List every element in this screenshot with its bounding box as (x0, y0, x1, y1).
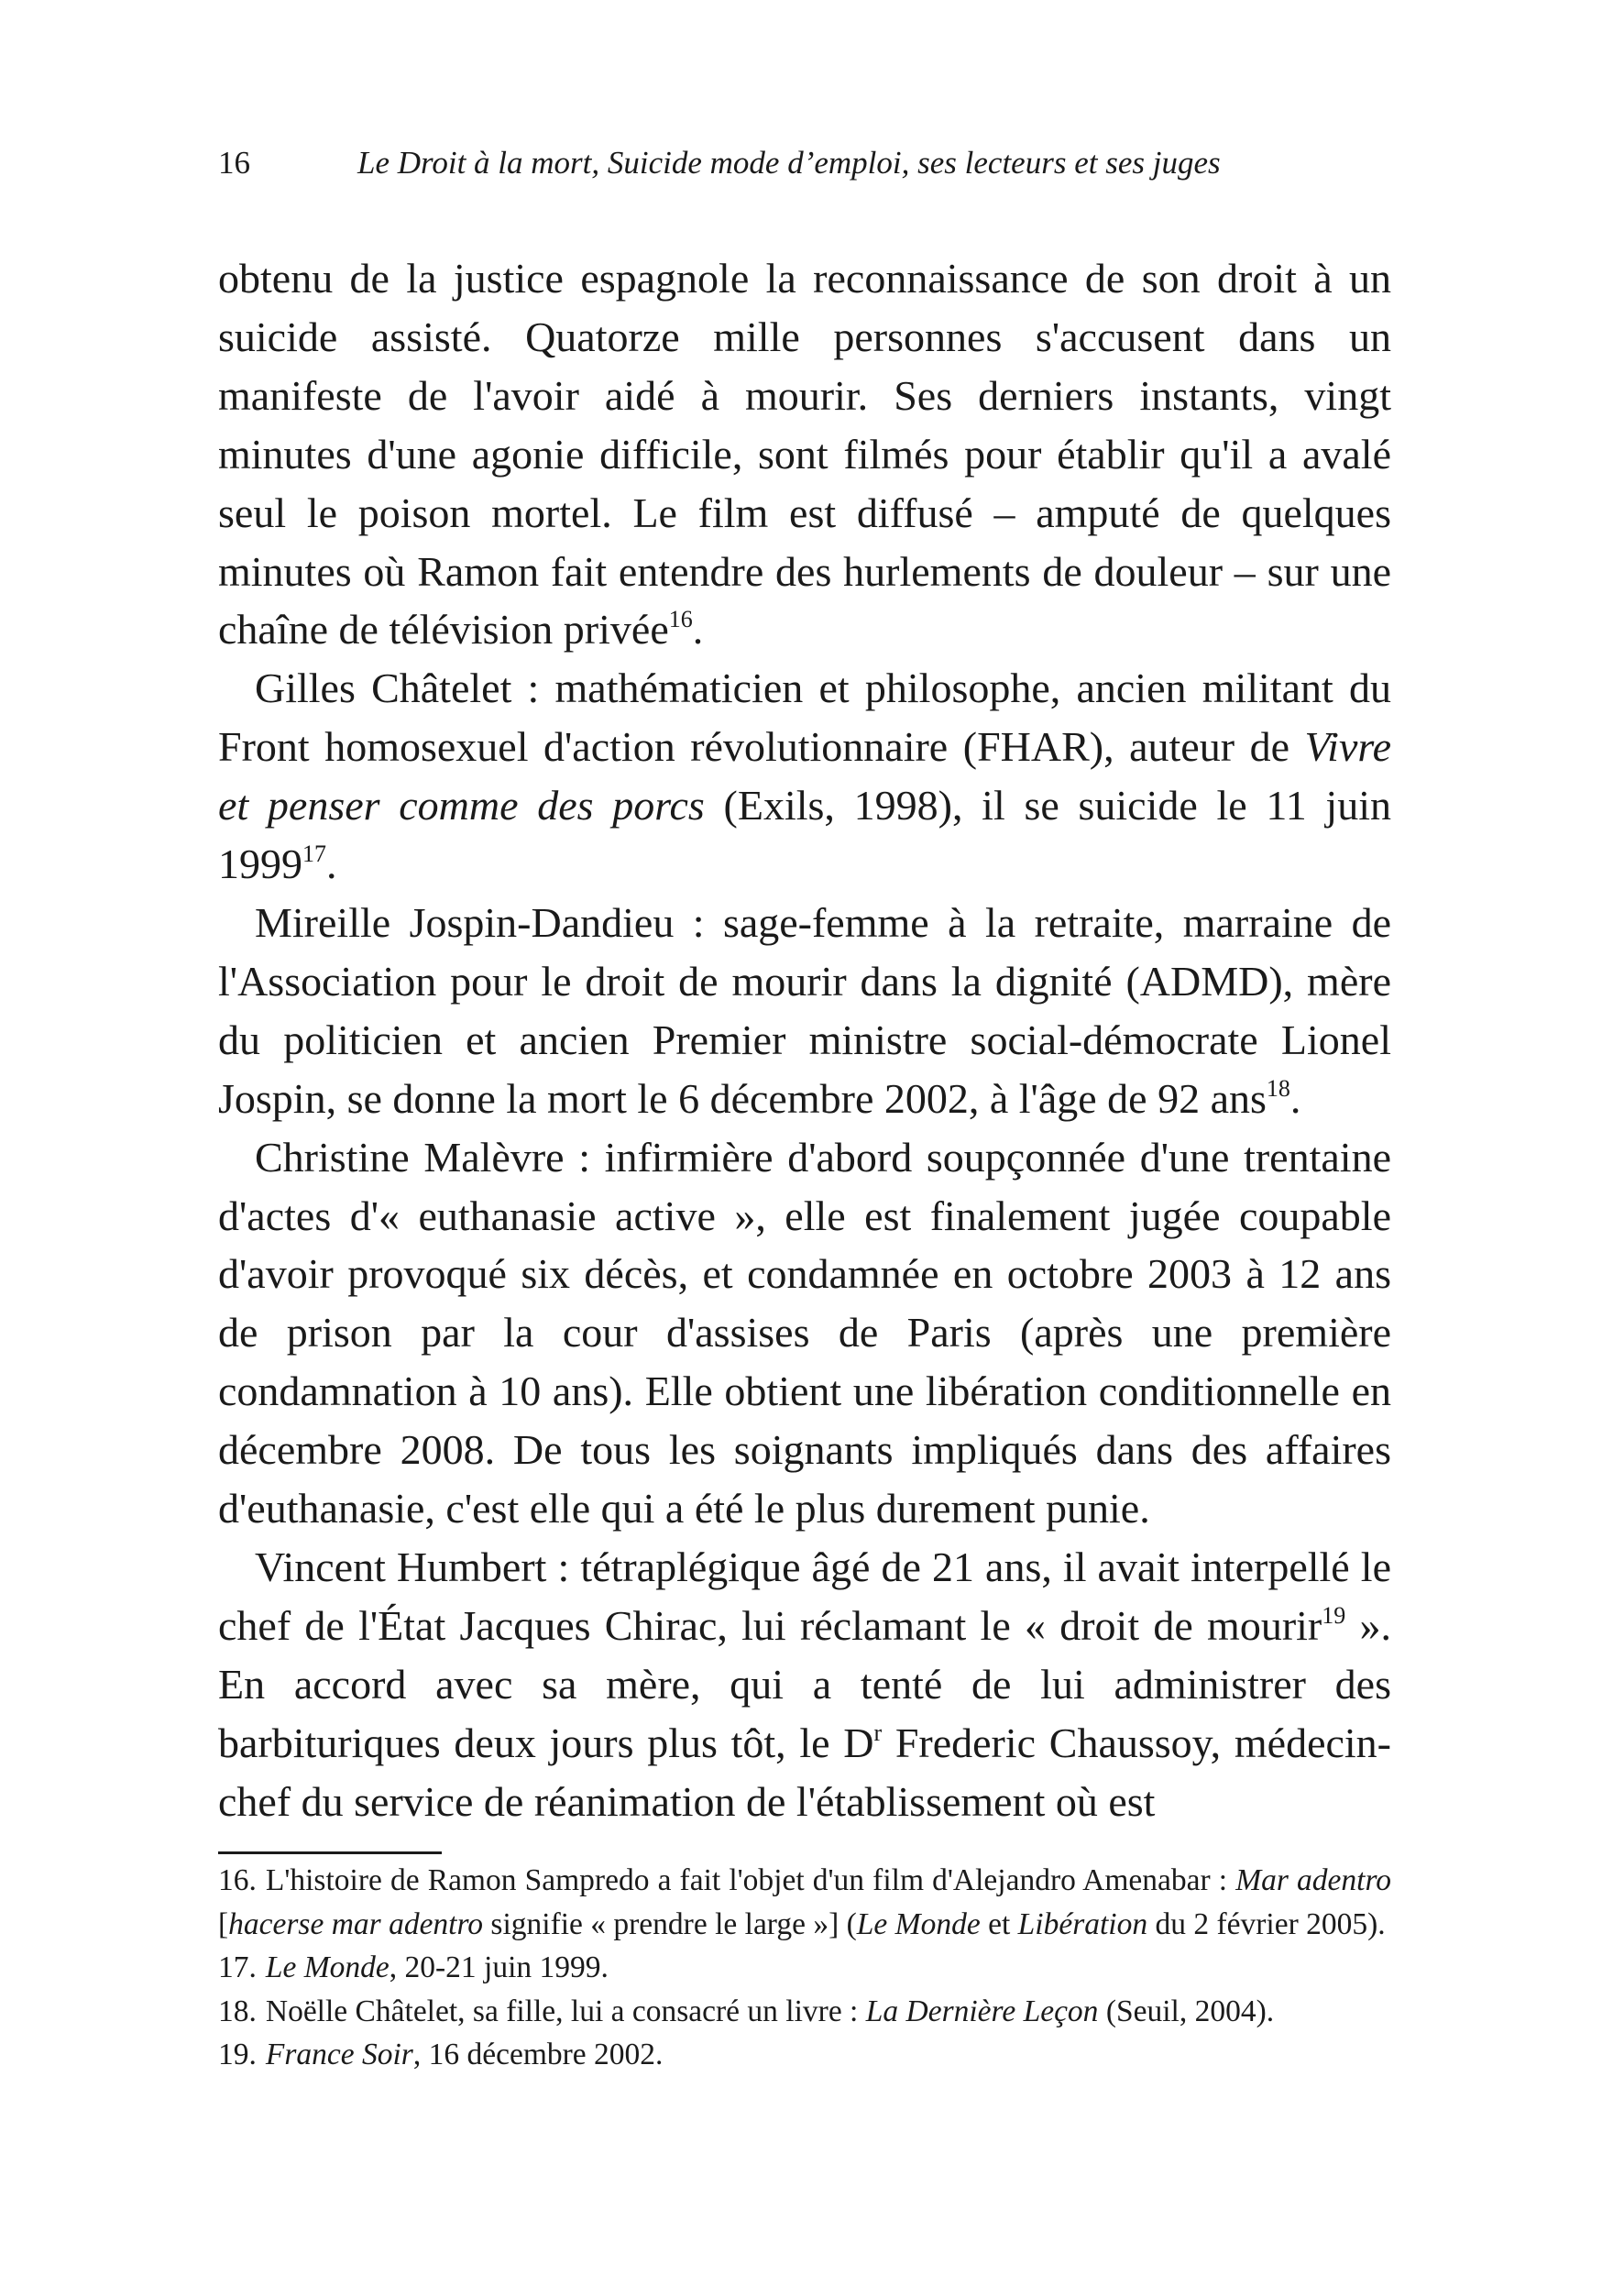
footnote-17 (218, 1946, 1391, 1990)
footnote-19 (218, 2033, 1391, 2077)
paragraph-text: Christine Malèvre : infirmière d'abord soupçonnée d'une trentaine d'actes d'« euthanasie active », elle est finalement jugée coupable d'avoir provoqué six décès, et condamnée en octobre 2003 à 12 ans de prison par la cour d'assises de Paris (après une première condamnation à 10 ans). Elle obtient une libération conditionnelle en décembre 2008. De tous les soignants impliqués dans des affaires d'euthanasie, c'est elle qui a été le plus durement punie. (218, 1133, 1391, 1532)
paragraph-mireille-jospin-dandieu (218, 894, 1391, 1128)
footnote-reference: 16 (668, 606, 693, 633)
footnote-text: Noëlle Châtelet, sa fille, lui a consacré un livre : (265, 1994, 866, 2028)
body-text (218, 249, 1391, 1830)
spanish-phrase: hacerse mar adentro (228, 1906, 484, 1941)
running-header (218, 136, 1391, 191)
newspaper-title: Le Monde (265, 1950, 390, 1985)
newspaper-title: Libération (1017, 1906, 1148, 1941)
footnote-18 (218, 1990, 1391, 2034)
newspaper-title: Le Monde (856, 1906, 981, 1941)
footnote-text: signifie « prendre le large »] ( (483, 1906, 857, 1941)
paragraph-text: Gilles Châtelet : mathématicien et philosophe, ancien militant du Front homosexuel d'action révolutionnaire (FHAR), auteur de (218, 665, 1391, 771)
paragraph-text: . (1289, 1074, 1301, 1122)
paragraph-vincent-humbert (218, 1538, 1391, 1831)
paragraph-text: obtenu de la justice espagnole la reconnaissance de son droit à un suicide assisté. Quatorze mille personnes s'accusent dans un manifeste de l'avoir aidé à mourir. Ses derniers instants, vingt minutes d'une agonie difficile, sont filmés pour établir qu'il a avalé seul le poison mortel. Le film est diffusé – amputé de quelques minutes où Ramon fait entendre des hurlements de douleur – sur une chaîne de télévision privée (218, 255, 1391, 654)
running-title: Le Droit à la mort, Suicide mode d’emploi, ses lecteurs et ses juges (357, 145, 1221, 181)
paragraph-text: . (326, 840, 337, 888)
footnote-text: et (980, 1906, 1018, 1941)
title-abbreviation-superscript: r (873, 1719, 883, 1746)
footnote-reference: 18 (1266, 1074, 1290, 1102)
page-number: 16 (218, 145, 250, 181)
footnote-reference: 17 (302, 840, 326, 868)
footnote-text: L'histoire de Ramon Sampredo a fait l'objet d'un film d'Alejandro Amenabar : (265, 1863, 1236, 1897)
paragraph-text: ». En accord avec sa mère, qui a tenté de lui administrer des barbituriques deux jours plus tôt, le D (218, 1601, 1392, 1766)
footnote-text: , 20-21 juin 1999. (389, 1950, 609, 1985)
footnote-number: 17. (218, 1950, 257, 1985)
paragraph-christine-malevre (218, 1128, 1391, 1538)
book-title: Vivre et penser comme des porcs (218, 723, 1391, 829)
paragraph-text: (Exils, 1998), il se suicide le 11 juin 1999 (218, 782, 1391, 888)
footnote-number: 18. (218, 1994, 257, 2028)
paragraph-text: Mireille Jospin-Dandieu : sage-femme à la retraite, marraine de l'Association pour le droit de mourir dans la dignité (ADMD), mère du politicien et ancien Premier ministre social-démocrate Lionel Jospin, se donne la mort le 6 décembre 2002, à l'âge de 92 ans (218, 898, 1391, 1122)
paragraph-gilles-chatelet (218, 659, 1391, 894)
newspaper-title: France Soir (265, 2038, 413, 2072)
footnote-number: 16. (218, 1863, 257, 1897)
film-title: Mar adentro (1235, 1863, 1391, 1897)
footnote-reference: 19 (1322, 1601, 1346, 1629)
footnote-text: [ (218, 1906, 229, 1941)
paragraph-text: Frederic Chaussoy, médecin-chef du service de réanimation de l'établissement où est (218, 1719, 1391, 1825)
footnotes (218, 1859, 1391, 2077)
paragraph-ramon-sampedro (218, 249, 1391, 659)
paragraph-text: . (692, 606, 704, 654)
footnote-text: du 2 février 2005). (1147, 1906, 1386, 1941)
footnote-text: (Seuil, 2004). (1098, 1994, 1275, 2028)
footnote-number: 19. (218, 2038, 257, 2072)
footnote-16 (218, 1859, 1391, 1946)
footnote-separator (218, 1851, 442, 1854)
book-title: La Dernière Leçon (865, 1994, 1099, 2028)
paragraph-text: Vincent Humbert : tétraplégique âgé de 21 ans, il avait interpellé le chef de l'État Jacques Chirac, lui réclamant le « droit de mourir (218, 1543, 1391, 1649)
footnote-text: , 16 décembre 2002. (412, 2038, 664, 2072)
